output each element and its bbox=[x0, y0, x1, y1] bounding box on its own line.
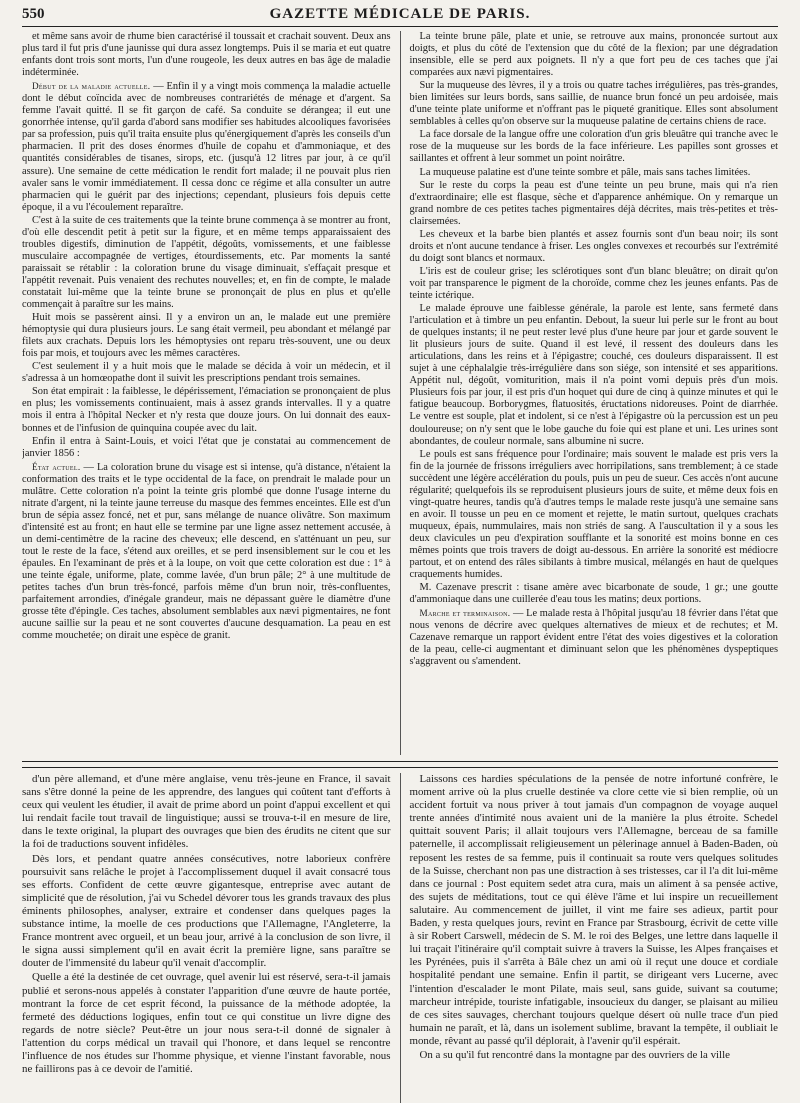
section-run-in-heading: Marche et terminaison. bbox=[419, 608, 511, 619]
paragraph-text: — La coloration brune du visage est si intense, qu'à distance, n'étaient la conformation des traits et le type occidental de la face, on prendrait le malade pour un mulâtre. Cette coloration n'a point la teinte gris plombé que donne l'usage interne du nitrate d'argent, ni la teinte jaune terreuse du masque des femmes enceintes. Elle est d'un brun de sépia assez foncé, net et pur, sans mélange de nuance olivâtre. Son maximum d'intensité est au front; en haut elle se termine par une ligne assez nettement accusée, à un demi-centimètre de la racine des cheveux; elle descend, en s'atténuant un peu, sur tout le reste de la face, s'étend aux oreilles, et se perd insensiblement sur le cou et les épaules. En l'examinant de près et à la loupe, on voit que cette coloration est due : 1° à une teinte égale, uniforme, plate, comme lavée, d'un brun pâle; 2° à une multitude de petites taches d'un brun très-foncé, parfois même d'un brun noir, très-confluentes, parfaitement arrondies, d'inégale grandeur, mais ne dépassant guère le diamètre d'une grosse tête d'épingle. Ces taches, absolument semblables aux nævi pigmentaires, ne font aucune saillie sur la peau et ne sont couvertes d'aucune desquamation. La peau en est comme mouchetée; on dirait une espèce de granit. bbox=[22, 461, 391, 642]
paragraph-text: C'est seulement il y a huit mois que le malade se décida à voir un médecin, et il s'adressa à un homœopathe dont il suivit les prescriptions pendant trois semaines. bbox=[22, 361, 391, 385]
paragraph-text: M. Cazenave prescrit : tisane amère avec bicarbonate de soude, 1 gr.; une goutte d'ammoniaque dans une cuillerée d'eau tous les matins; deux portions. bbox=[409, 582, 778, 606]
paragraph bbox=[22, 971, 391, 1076]
section-run-in-heading: Début de la maladie actuelle. bbox=[32, 81, 151, 92]
journal-title: GAZETTE MÉDICALE DE PARIS. bbox=[269, 6, 531, 22]
article-column-left bbox=[22, 31, 401, 755]
paragraph-text: La muqueuse palatine est d'une teinte sombre et pâle, mais sans taches limitées. bbox=[419, 166, 751, 178]
paragraph-text: Enfin il entra à Saint-Louis, et voici l'état que je constatai au commencement de janvier 1856 : bbox=[22, 435, 391, 459]
paragraph-text: Les cheveux et la barbe bien plantés et assez fournis sont d'un beau noir; ils sont droits et n'ont aucune tendance à friser. Les ongles convexes et recourbés sur l'extrémité du doigt sont blancs et normaux. bbox=[409, 228, 778, 264]
paragraph-text: Huit mois se passèrent ainsi. Il y a environ un an, le malade eut une première hémoptysie qui dura plusieurs jours. Le sang était vermeil, peu abondant et mélangé par filets aux crachats. Depuis lors les hémoptysies ont reparu très-souvent, une ou deux fois par mois, et toujours avec les mêmes caractères. bbox=[22, 312, 391, 360]
feuilleton-column-left bbox=[22, 773, 401, 1103]
paragraph bbox=[410, 167, 779, 179]
paragraph bbox=[410, 31, 779, 79]
paragraph bbox=[410, 80, 779, 128]
section-run-in-heading: État actuel. bbox=[32, 461, 81, 472]
paragraph bbox=[22, 80, 391, 214]
paragraph bbox=[22, 361, 391, 385]
running-head bbox=[22, 6, 778, 27]
paragraph-text: d'un père allemand, et d'une mère anglaise, venu très-jeune en France, il savait sans s'être donné la peine de les apprendre, des langues qui coûtent tant d'efforts à ceux qui veulent les étudier, il avait de prime abord un point d'appui excellent et qui lui rendait facile tout travail de linguistique; aussi se trouva-t-il en mesure de lire, dans le texte original, la plupart des ouvrages que bien des érudits ne citent que sur la foi de traductions souvent infidèles. bbox=[22, 773, 391, 851]
paragraph bbox=[22, 31, 391, 79]
paragraph-text: Le malade éprouve une faiblesse générale, la parole est lente, sans fermeté dans l'articulation et à timbre un peu enfantin. Debout, la sueur lui perle sur le front au bout de quelques instants; il ne peut rester levé plus d'une heure par jour et garde souvent le lit plusieurs jours de suite. Quand il est levé, il ressent des douleurs dans les articulations, dans les reins et à l'épigastre; couché, ces douleurs disparaissent. Il est sujet à une céphalalgie très-irrégulière dans son siége, son intensité et ses apparitions. Appétit nul, dégoût, vomiturition, mais il n'a point vomi depuis près d'un mois. Plusieurs fois par jour, il est pris d'un hoquet qui dure de cinq à quinze minutes et qui le fatigue beaucoup. Borborygmes, flatuosités, éructations nidoreuses. Point de diarrhée. Le ventre est souple, plat et indolent, si ce n'est à l'épigastre où la percussion est un peu douloureuse; on n'y sent que le lobe gauche du foie qui est plane et uni. Les urines sont abondantes, de couleur normale, sans albumine ni sucre. bbox=[409, 303, 778, 447]
paragraph-text: Quelle a été la destinée de cet ouvrage, quel avenir lui est réservé, sera-t-il jamais publié et serons-nous appelés à constater l'apparition d'une œuvre de haute portée, montrant la force de cet esprit fécond, la puissance de la méthode adoptée, la fermeté des déductions logiques, enfin tout ce qui constitue un livre digne des regards de notre siècle? Peut-être un jour nous sera-t-il donné de signaler à l'attention du corps médical un travail qui l'honore, et dans lequel se rencontre l'influence de nos études sur l'homme physique, et vienne l'instant favorable, nous ne faillirons pas à ce devoir de l'amitié. bbox=[22, 971, 391, 1076]
paragraph bbox=[22, 215, 391, 311]
paragraph-text: Laissons ces hardies spéculations de la pensée de notre infortuné confrère, le moment arrive où la plus cruelle destinée va clore cette vie si bien remplie, où un accident fortuit va nous priver à tout jamais d'un compagnon de voyage auquel trente années d'intimité nous avaient uni de la manière la plus étroite. Schedel quittait souvent Paris; il allait toujours vers l'Allemagne, berceau de sa famille paternelle, il accomplissait religieusement un pèlerinage annuel à Baden-Baden, où reposent les restes de sa femme, puis il continuait sa route vers quelques solitudes de la Suisse, cherchant non pas une distraction à ses tristesses, car il l'a dit lui-même dans ce journal : Post equitem sedet atra cura, mais un aliment à sa pensée active, des sujets de méditations, tout ce qui élève l'âme et lui inspire un recueillement salutaire. Au commencement de juillet, il vint me faire ses adieux, partit pour Baden, y resta quelques jours, revint en France par Strasbourg, écrivit de cette ville à sir Robert Carswell, médecin de S. M. le roi des Belges, une lettre dans laquelle il lui traçait l'itinéraire qu'il comptait suivre à travers la Suisse, les Alpes françaises et les Pyrénées, puis il s'arrêta à Bâle chez un ami où il reçut une douce et cordiale hospitalité pendant une semaine. Enfin il partit, se dirigeant vers Lucerne, avec l'intention d'escalader le mont Pilate, mais seul, sans guide, suivant sa coutume; marcheur intrépide, touriste infatigable, insoucieux du danger, se plaisant au milieu de ces sites sauvages, cherchant toujours quelque désert où nulle trace d'un pied humain ne paraît, et là, dans un isolement sublime, bravant la tempête, il oubliait le monde, rêvant au passé qu'il déplorait, à l'avenir qu'il espérait. bbox=[409, 773, 778, 1047]
paragraph bbox=[410, 229, 779, 265]
paragraph-text: et même sans avoir de rhume bien caractérisé il toussait et crachait souvent. Deux ans plus tard il fut pris d'une jaunisse qui dura assez longtemps. Puis il se maria et eut quatre enfants dont trois sont morts, l'un d'une rougeole, les deux autres en bas âge de maladie indéterminée. bbox=[22, 31, 391, 79]
paragraph-text: L'iris est de couleur grise; les sclérotiques sont d'un blanc bleuâtre; on dirait qu'on voit par transparence le pigment de la choroïde, comme chez les jeunes enfants. Pas de teinte ictérique. bbox=[409, 265, 778, 301]
paragraph bbox=[410, 266, 779, 302]
feuilleton-rule bbox=[22, 761, 778, 768]
paragraph bbox=[410, 449, 779, 582]
paragraph bbox=[22, 461, 391, 643]
paragraph-text: — Enfin il y a vingt mois commença la maladie actuelle dont le début coïncida avec de nombreuses contrariétés de ménage et d'argent. Sa femme l'avait quitté. Il se fit garçon de café. Sa conduite se dérangea; il eut une gonorrhée intense, qu'il garda d'abord sans modifier ses habitudes alcooliques favorisées par sa profession, puis qu'il traita ensuite plus qu'énergiquement d'après les conseils d'un pharmacien. Il prit des doses énormes d'huile de copahu et d'ammoniaque, et des quantités considérables de tisanes, sirops, etc. (jusqu'à 12 litres par jour, à ce qu'il assure). Une semaine de cette médication le rendit fort malade; il ne pouvait plus rien avaler sans le vomir immédiatement. Il cessa donc ce régime et alla consulter un autre pharmacien qui le guérit par des injections; cependant, plusieurs fois depuis cette époque, il a vu l'écoulement reparaître. bbox=[22, 81, 391, 213]
paragraph bbox=[22, 436, 391, 460]
paragraph-text: — Le malade resta à l'hôpital jusqu'au 18 février dans l'état que nous venons de décrire avec quelques alternatives de mieux et de rechutes; et M. Cazenave remarque un rapport évident entre l'état des voies digestives et la coloration de la peau, celle-ci augmentant et diminuant selon que les phénomènes dyspeptiques s'aggravent ou s'amendent. bbox=[409, 608, 778, 668]
paragraph bbox=[410, 303, 779, 448]
paragraph bbox=[410, 582, 779, 606]
paragraph-text: Sur le reste du corps la peau est d'une teinte un peu brune, mais qui n'a rien d'extraordinaire; elle est flasque, sèche et d'apparence anhémique. On y remarque un grand nombre de ces petites taches pigmentaires déjà décrites, mais très-petites et très-clairsemées. bbox=[409, 179, 778, 227]
paragraph bbox=[22, 386, 391, 434]
paragraph bbox=[410, 773, 779, 1048]
paragraph-text: Sur la muqueuse des lèvres, il y a trois ou quatre taches irrégulières, pas très-grandes, bien limitées sur leurs bords, sans saillie, de nuance brun foncé un peu ardoisée, mais d'une teinte plate uniforme et n'offrant pas le piqueté granitique. Elles sont absolument semblables à celles qu'on observe sur la muqueuse palatine de certains chiens de race. bbox=[409, 80, 778, 128]
paragraph-text: On a su qu'il fut rencontré dans la montagne par des ouvriers de la ville bbox=[419, 1048, 730, 1061]
paragraph bbox=[410, 607, 779, 668]
paragraph-text: La face dorsale de la langue offre une coloration d'un gris bleuâtre qui tranche avec le rose de la muqueuse sur les bords de la face inférieure. Les papilles sont grosses et saillantes et offrent à leur sommet un point noirâtre. bbox=[409, 129, 778, 165]
page-number: 550 bbox=[22, 6, 45, 22]
paragraph bbox=[22, 312, 391, 360]
paragraph bbox=[410, 180, 779, 228]
paragraph-text: Son état empirait : la faiblesse, le dépérissement, l'émaciation se prononçaient de plus en plus; les vomissements continuaient, mais à assez grands intervalles. Il y a quatre mois il entra à l'hôpital Necker et n'y resta que douze jours. On lui donnait des eaux-bonnes et de l'infusion de quinquina coupée avec du lait. bbox=[22, 386, 391, 434]
paragraph bbox=[410, 1049, 779, 1062]
feuilleton-columns bbox=[22, 773, 778, 1103]
article-columns bbox=[22, 31, 778, 755]
paragraph-text: C'est à la suite de ces traitements que la teinte brune commença à se montrer au front, d'où elle descendit petit à petit sur la figure, et en même temps apparaissaient des troubles digestifs, diminution de l'appétit, dégoûts, vomissements, et une faiblesse musculaire accompagnée de vertiges, étourdissements, etc. Par moments la santé paraissait se rétablir : la coloration brune du visage diminuait, s'effaçait presque et l'appétit revenait. Puis venaient des rechutes nouvelles; et, en fin de compte, le malade constatait lui-même que la teinte brune se prononçait de plus en plus et qu'elle commençait à paraître sur les mains. bbox=[22, 214, 391, 311]
article-column-right bbox=[401, 31, 779, 755]
paragraph-text: Dès lors, et pendant quatre années consécutives, notre laborieux confrère poursuivit sans relâche le projet à l'accomplissement duquel il avait consacré tous ses efforts. Confident de cette œuvre gigantesque, entreprise avec autant de simplicité que de résolution, j'ai vu Schedel dévorer tous les grands travaux des plus éminents philosophes, analyser, extraire et condenser dans quelques pages la substance intime, la moelle de ces productions que l'Allemagne, l'Angleterre, la France montrent avec orgueil, et un beau jour, arrivé à la conclusion de son livre, il le signa aussi simplement qu'il en avait écrit la première ligne, sans paraître se douter de l'immensité du labeur qu'il venait d'accomplir. bbox=[22, 852, 391, 970]
feuilleton-column-right bbox=[401, 773, 779, 1103]
paragraph-text: Le pouls est sans fréquence pour l'ordinaire; mais souvent le malade est pris vers la fin de la journée de frissons irréguliers avec horripilations, sans tremblement; à ce stade succèdent une légère accélération du pouls, puis un peu de sueur. Ces accès n'ont aucune régularité; quelquefois ils se reproduisent plusieurs jours de suite, et même deux fois en vingt-quatre heures, tandis qu'à d'autres temps le malade reste jusqu'à une semaine sans en avoir. Il tousse un peu en ce moment et rejette, le matin surtout, quelques crachats muqueux, épais, nummulaires, mais non striés de sang. A l'auscultation il y a sous les deux clavicules un peu d'expiration soufflante et la sonorité est moins bonne en ces mêmes points que trois travers de doigt au-dessous. En arrière la sonorité est médiocre partout, et on entend des râles sibilants à timbre musical, mélangés en haut de quelques craquements humides. bbox=[409, 448, 778, 581]
paragraph bbox=[410, 129, 779, 165]
paragraph bbox=[22, 773, 391, 852]
paragraph bbox=[22, 853, 391, 971]
paragraph-text: La teinte brune pâle, plate et unie, se retrouve aux mains, prononcée surtout aux doigts, et plus du côté de l'extension que du côté de la flexion; par une dégradation insensible, elle se perd aux poignets. Il n'y a que fort peu de ces taches que j'ai comparées aux nævi pigmentaires. bbox=[409, 31, 778, 79]
